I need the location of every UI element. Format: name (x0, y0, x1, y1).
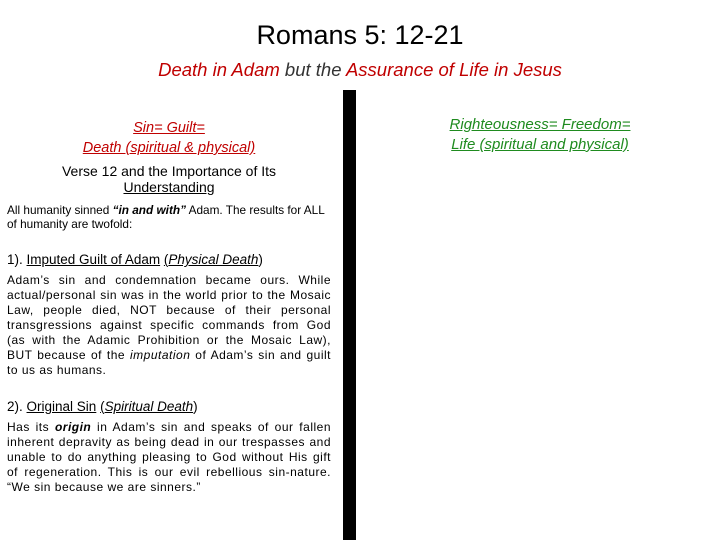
subtitle-death-in-adam: Death in Adam (158, 59, 280, 80)
verse-heading (7, 163, 331, 195)
section-1-paren-open: ( (163, 252, 169, 267)
heading-line-2: Death (spiritual & physical) (82, 140, 256, 156)
section-2-body-emphasis: origin (54, 420, 92, 434)
intro-paragraph (7, 203, 331, 231)
intro-text-c: Adam. The results for ALL of humanity are twofold: (7, 203, 325, 231)
section-1-body-emphasis: imputation (130, 348, 191, 362)
section-1-number: 1). (7, 252, 23, 267)
section-2-number: 2). (7, 399, 23, 414)
left-column (7, 118, 331, 495)
section-2-heading (7, 398, 331, 415)
right-heading-line-2: Life (spiritual and physical) (451, 136, 629, 153)
section-1-paren-text: Physical Death (168, 252, 259, 267)
section-2-paren-text: Spiritual Death (104, 399, 194, 414)
subtitle-assurance: Assurance of Life in Jesus (345, 59, 562, 80)
section-1-paren-close: ) (258, 252, 263, 267)
section-2-body-a: Has its (7, 420, 55, 434)
section-2-paren-open: ( (100, 399, 105, 414)
right-heading-line-1: Righteousness= Freedom= (449, 116, 631, 133)
verse-line-1: Verse 12 and the Importance of Its (61, 163, 277, 179)
subtitle-connector: but the (284, 59, 342, 80)
section-1-body-a: Adam’s sin and condemnation became ours. While actual/personal sin was in the world prior to the Mosaic Law, people died, NOT because of their personal transgressions against specific commands from God (as with the Adamic Prohibition or the Mosaic Law), BUT because of the (7, 273, 331, 362)
section-2-label: Original Sin (26, 399, 97, 414)
sin-guilt-death-heading (7, 118, 331, 158)
verse-line-2: Understanding (123, 179, 215, 195)
column-divider (343, 90, 356, 540)
slide-subtitle (0, 58, 720, 82)
slide-title: Romans 5: 12-21 (256, 20, 464, 50)
section-1-body-c: of Adam’s sin and guilt to us as humans. (7, 348, 331, 377)
righteousness-heading (420, 115, 660, 155)
section-2-body-c: in Adam’s sin and speaks of our fallen inherent depravity as being dead in our trespasses and unable to do anything pleasing to God without His gift of regeneration. This is our evil rebellious sin-nature. “We sin because we are sinners.” (7, 420, 331, 494)
section-1-heading (7, 251, 331, 268)
intro-text-a: All humanity sinned (7, 203, 113, 217)
heading-line-1: Sin= Guilt= (133, 120, 205, 136)
section-2-body (7, 420, 331, 495)
section-2-paren-close: ) (193, 399, 198, 414)
section-1-label: Imputed Guilt of Adam (26, 252, 161, 267)
section-1-body (7, 273, 331, 378)
intro-emphasis: “in and with” (112, 203, 186, 217)
right-column (420, 115, 660, 155)
